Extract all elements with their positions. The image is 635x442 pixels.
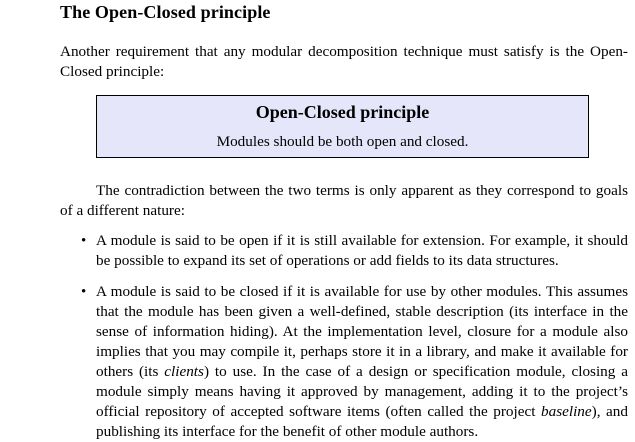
bullet-closed-text-part3: ), and publishing its interface for the benefit of other module authors. <box>96 403 628 440</box>
baseline-emphasis: baseline <box>541 403 592 420</box>
bullet-list <box>60 231 628 442</box>
bullet-closed-text-part2: ) to use. In the case of a design or specification module, closing a module simply means having it approved by management, adding it to the project’s official repository of accepted software items (often called the project <box>96 363 628 420</box>
bullet-item-closed <box>60 282 628 442</box>
section-title: The Open-Closed principle <box>60 2 271 22</box>
principle-title: Open-Closed principle <box>255 102 430 122</box>
contradiction-paragraph: The contradiction between the two terms is only apparent as they correspond to goals of a different nature: <box>60 182 628 219</box>
bullet-icon: • <box>81 284 87 300</box>
bullet-item-open <box>60 231 628 271</box>
principle-statement: Modules should be both open and closed. <box>216 133 469 150</box>
clients-emphasis: clients <box>164 363 204 380</box>
bullet-open-text: A module is said to be open if it is still available for extension. For example, it should be possible to expand its set of operations or add fields to its data structures. <box>96 232 628 269</box>
bullet-closed-text-part1: A module is said to be closed if it is available for use by other modules. This assumes that the module has been given a well-defined, stable description (its interface in the sense of information hiding). At the implementation level, closure for a module also implies that you may compile it, perhaps store it in a library, and make it available for others (its <box>96 283 628 380</box>
principle-box <box>96 95 589 158</box>
bullet-icon: • <box>81 233 87 249</box>
intro-paragraph: Another requirement that any modular decomposition technique must satisfy is the Open-Closed principle: <box>60 43 628 80</box>
